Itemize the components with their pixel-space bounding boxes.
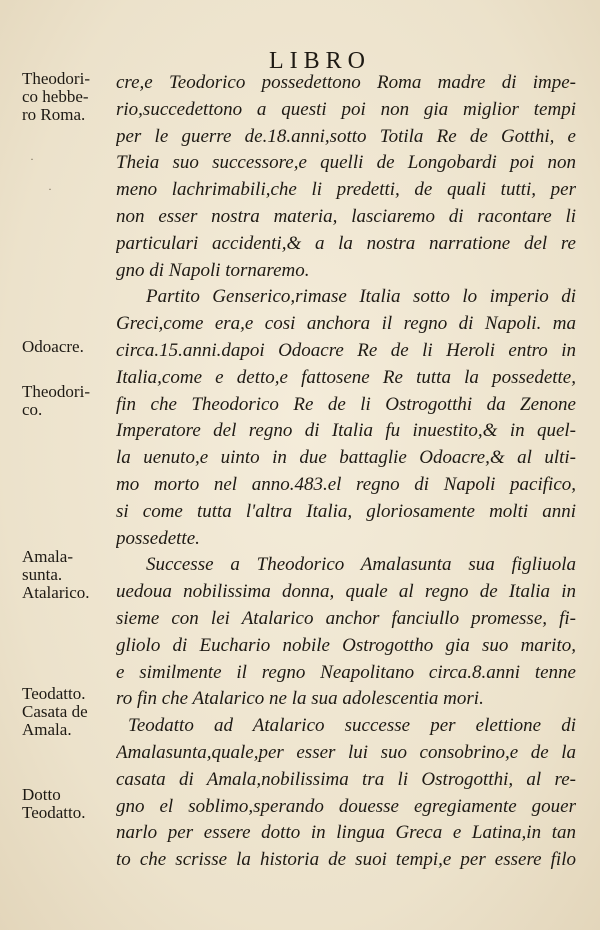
text-line: particulari accidenti,& a la nostra narratione del re [116, 232, 576, 254]
margin-note-odoacre: Odoacre. [22, 337, 84, 356]
margin-note-theodorico: Theodori- co. [22, 382, 90, 419]
text-line: cre,e Teodorico possedettono Roma madre di impe- [116, 72, 576, 93]
text-line: ro fin che Atalarico ne la sua adolescentia mori. [116, 688, 484, 710]
ink-speck: · [48, 182, 52, 196]
text-line: gno di Napoli tornaremo. [116, 259, 310, 281]
margin-note-amalasunta: Amala- sunta. Atalarico. [22, 547, 90, 602]
text-line: gliolo di Euchario nobile Ostrogottho gia suo marito, [116, 634, 576, 656]
text-line: narlo per essere dotto in lingua Greca e Latina,in tan [116, 822, 576, 844]
text-line: uedoua nobilissima donna, quale al regno de Italia in [116, 581, 576, 603]
text-line: meno lachrimabili,che li predetti, de quali tutti, per [116, 179, 576, 201]
margin-note-dotto-teodatto: Dotto Teodatto. [22, 785, 86, 822]
text-line: Successe a Theodorico Amalasunta sua figliuola [146, 554, 576, 576]
text-line: gno el soblimo,sperando douesse egregiamente gouer [116, 795, 576, 817]
text-line: mo morto nel anno.483.el regno di Napoli pacifico, [116, 473, 576, 495]
ink-speck: · [30, 152, 34, 166]
text-line: Teodatto ad Atalarico successe per elettione di [128, 715, 576, 737]
text-line: Theia suo successore,e quelli de Longobardi poi non [116, 152, 576, 174]
running-head: LIBRO [269, 48, 371, 74]
text-line: e similmente il regno Neapolitano circa.8.anni tenne [116, 661, 576, 683]
text-line: Amalasunta,quale,per esser lui suo consobrino,e de la [116, 741, 576, 763]
text-line: per le guerre de.18.anni,sotto Totila Re de Gotthi, e [116, 125, 576, 147]
text-line: la uenuto,e uinto in due battaglie Odoacre,& al ulti- [116, 447, 576, 469]
text-line: rio,succedettono a questi poi non gia miglior tempi [116, 98, 576, 120]
margin-note-theodorico-rome: Theodori- co hebbe- ro Roma. [22, 69, 90, 124]
text-line: circa.15.anni.dapoi Odoacre Re de li Heroli entro in [116, 339, 576, 361]
text-line: Partito Genserico,rimase Italia sotto lo imperio di [146, 286, 576, 308]
body-text [116, 70, 576, 874]
text-line: si come tutta l'altra Italia, gloriosamente molti anni [116, 500, 576, 522]
text-line: sieme con lei Atalarico anchor fanciullo promesse, fi- [116, 607, 576, 629]
text-line: casata di Amala,nobilissima tra li Ostrogotthi, al re- [116, 768, 576, 790]
text-line: fin che Theodorico Re de li Ostrogotthi da Zenone [116, 393, 576, 415]
text-line: non esser nostra materia, lasciaremo di racontare li [116, 205, 576, 227]
text-line: Imperatore del regno di Italia fu inuestito,& in quel- [116, 420, 576, 442]
text-line: possedette. [116, 527, 200, 549]
text-line: to che scrisse la historia de suoi tempi,e per essere filo [116, 849, 576, 871]
text-line: Greci,come era,e cosi anchora il regno di Napoli. ma [116, 313, 576, 335]
text-line: Italia,come e detto,e fattosene Re tutta la possedette, [116, 366, 576, 388]
margin-note-teodatto: Teodatto. Casata de Amala. [22, 684, 88, 739]
